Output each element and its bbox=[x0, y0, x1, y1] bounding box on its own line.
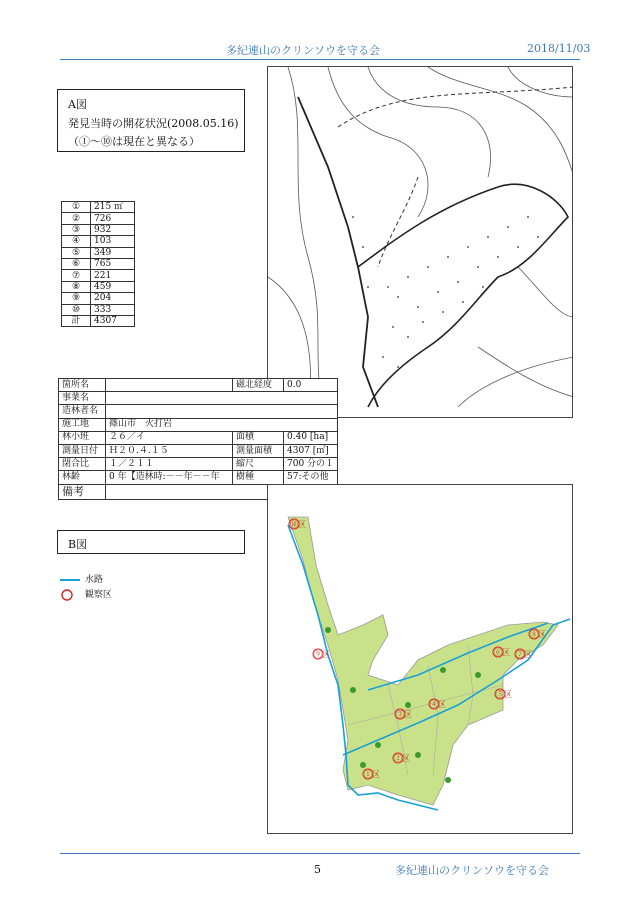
observation-plot-label: ④区 bbox=[430, 700, 446, 709]
site-label: 施工地 bbox=[59, 418, 106, 431]
water-line-icon bbox=[60, 575, 82, 585]
figure-a-caption: 発見当時の開花状況(2008.05.16) bbox=[68, 117, 239, 130]
map-a bbox=[267, 66, 573, 418]
compartment-value: ２６／イ bbox=[106, 431, 233, 444]
area-row bbox=[62, 247, 135, 258]
area-table bbox=[61, 201, 135, 327]
plot-circle-icon bbox=[60, 589, 82, 601]
figure-a-title: A図 bbox=[68, 98, 87, 111]
area-row-number: ⑧ bbox=[62, 281, 91, 292]
closure-label: 閉合比 bbox=[59, 458, 106, 471]
survey-info-table bbox=[58, 378, 338, 500]
survey-date-label: 測量日付 bbox=[59, 444, 106, 457]
observation-plot-label: ②区 bbox=[394, 754, 410, 763]
forester-label: 造林者名 bbox=[59, 405, 106, 418]
area-row-number: ⑨ bbox=[62, 293, 91, 304]
area-row-value: 204 bbox=[91, 293, 135, 304]
area-row-number: ② bbox=[62, 213, 91, 224]
area-row-number: ⑤ bbox=[62, 247, 91, 258]
contour-line bbox=[478, 347, 573, 397]
contour-line bbox=[508, 67, 573, 97]
age-value: 0 年【造林時:－－年－－年 bbox=[106, 471, 233, 484]
survey-date-value: Ｈ２０.４.１５ bbox=[106, 444, 233, 457]
scale-value: 700 分の１ bbox=[284, 458, 338, 471]
figure-b-title: B図 bbox=[68, 538, 88, 551]
footer-divider bbox=[60, 853, 580, 854]
species-value: 57:その他 bbox=[284, 471, 338, 484]
observation-plot-label: ①区 bbox=[364, 770, 380, 779]
area-row bbox=[62, 224, 135, 235]
area-row bbox=[62, 236, 135, 247]
observation-plot-label: ⑧区 bbox=[530, 630, 546, 639]
survey-boundary bbox=[358, 184, 568, 407]
area-row bbox=[62, 258, 135, 269]
contour-line bbox=[368, 67, 491, 177]
map-b-drawing bbox=[268, 485, 573, 834]
legend-item-water bbox=[60, 572, 103, 585]
area-row bbox=[62, 270, 135, 281]
area-row-number: ⑩ bbox=[62, 304, 91, 315]
forester-value bbox=[106, 405, 338, 418]
age-label: 林齢 bbox=[59, 471, 106, 484]
area-label: 面積 bbox=[233, 431, 284, 444]
contour-line bbox=[458, 357, 573, 407]
area-row-value: 459 bbox=[91, 281, 135, 292]
figure-a-caption-box bbox=[57, 89, 245, 152]
area-row-number: ④ bbox=[62, 236, 91, 247]
contour-line bbox=[428, 67, 573, 177]
area-row-value: 765 bbox=[91, 258, 135, 269]
area-row bbox=[62, 315, 135, 326]
survey-area-fill bbox=[288, 517, 558, 805]
area-row-number: ⑥ bbox=[62, 258, 91, 269]
map-b bbox=[267, 484, 573, 834]
magnetic-label: 磁北経度 bbox=[233, 379, 284, 392]
header-divider bbox=[60, 59, 580, 60]
observation-plot-label: ⑩区 bbox=[290, 520, 306, 529]
dashed-trail bbox=[378, 177, 418, 267]
area-row-value: 932 bbox=[91, 224, 135, 235]
observation-plot-label: ⑥区 bbox=[494, 648, 510, 657]
area-row-value: 215 ㎡ bbox=[91, 202, 135, 213]
dashed-trail bbox=[338, 87, 573, 127]
observation-plot-label: ③区 bbox=[396, 710, 412, 719]
contour-line bbox=[328, 67, 428, 217]
closure-value: １／２１１ bbox=[106, 458, 233, 471]
map-a-drawing bbox=[268, 67, 573, 418]
area-row-value: 333 bbox=[91, 304, 135, 315]
project-label: 事業名 bbox=[59, 392, 106, 405]
area-row bbox=[62, 281, 135, 292]
area-row-value: 221 bbox=[91, 270, 135, 281]
observation-plot-label: ⑤区 bbox=[496, 690, 512, 699]
magnetic-value: 0.0 bbox=[284, 379, 338, 392]
survey-area-value: 4307 [㎡] bbox=[284, 444, 338, 457]
project-value bbox=[106, 392, 338, 405]
compartment-label: 林小班 bbox=[59, 431, 106, 444]
legend-label-water: 水路 bbox=[84, 575, 103, 585]
figure-b-caption-box bbox=[57, 530, 245, 554]
footer-org: 多紀連山のクリンソウを守る会 bbox=[395, 864, 549, 877]
area-row bbox=[62, 213, 135, 224]
area-value: 0.40 [ha] bbox=[284, 431, 338, 444]
site-value: 篠山市 火打岩 bbox=[106, 418, 338, 431]
area-row-value: 726 bbox=[91, 213, 135, 224]
observation-plot-label: ⑨区 bbox=[314, 650, 330, 659]
legend-item-plot bbox=[60, 587, 112, 601]
contour-line bbox=[518, 267, 573, 317]
observation-plot-label: ⑦区 bbox=[516, 650, 532, 659]
area-row bbox=[62, 304, 135, 315]
area-row-value: 4307 bbox=[91, 315, 135, 326]
location-label: 箇所名 bbox=[59, 379, 106, 392]
header-org: 多紀連山のクリンソウを守る会 bbox=[226, 44, 380, 57]
area-row-number: 計 bbox=[62, 315, 91, 326]
scale-label: 縮尺 bbox=[233, 458, 284, 471]
area-row bbox=[62, 293, 135, 304]
page-number: 5 bbox=[314, 863, 321, 876]
location-value bbox=[106, 379, 233, 392]
header-date: 2018/11/03 bbox=[527, 42, 591, 55]
species-label: 樹種 bbox=[233, 471, 284, 484]
area-row-number: ⑦ bbox=[62, 270, 91, 281]
survey-area-label: 測量面積 bbox=[233, 444, 284, 457]
area-row-number: ③ bbox=[62, 224, 91, 235]
area-row-value: 103 bbox=[91, 236, 135, 247]
figure-a-note: （①～⑩は現在と異なる） bbox=[68, 135, 200, 148]
area-row-value: 349 bbox=[91, 247, 135, 258]
remarks-label: 備考 bbox=[59, 484, 106, 499]
legend-label-plot: 観察区 bbox=[84, 590, 112, 600]
area-row-number: ① bbox=[62, 202, 91, 213]
area-row bbox=[62, 202, 135, 213]
